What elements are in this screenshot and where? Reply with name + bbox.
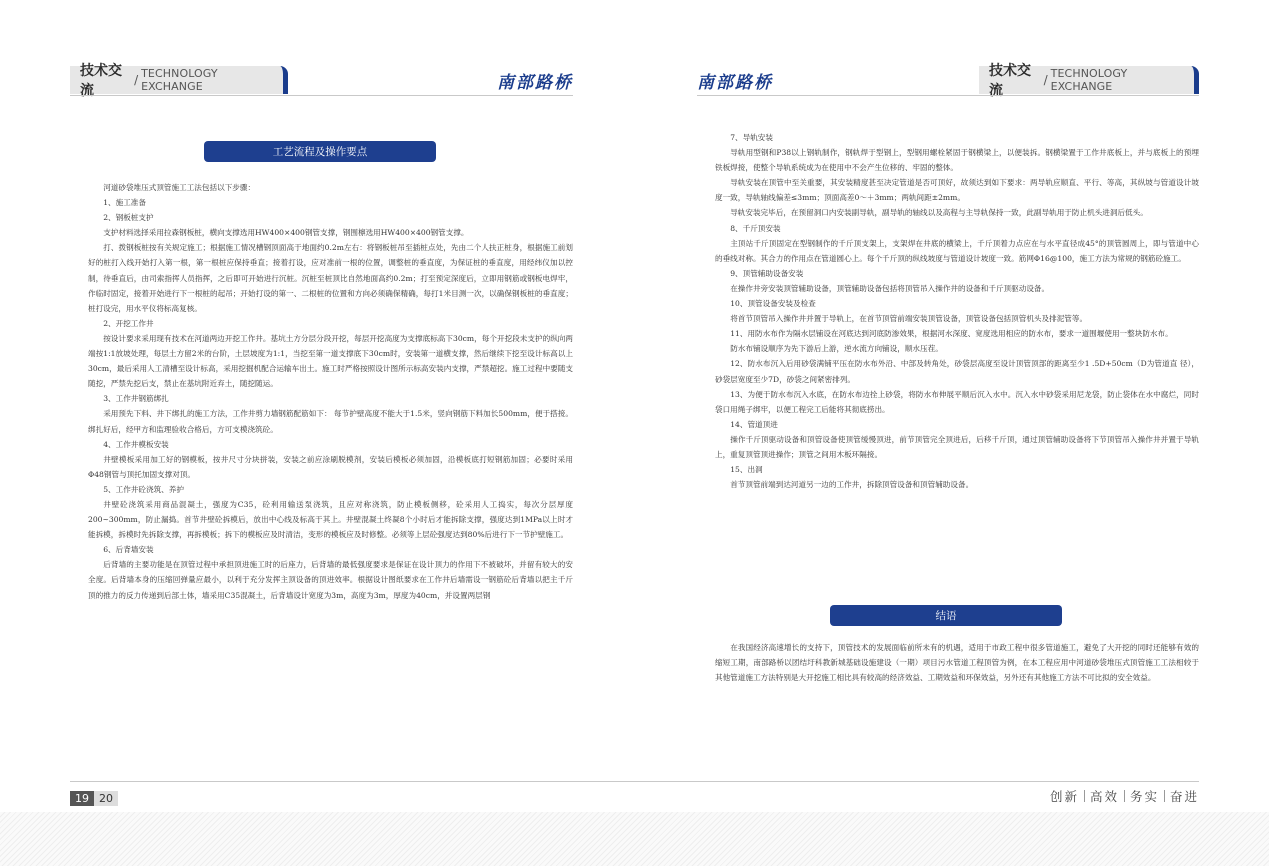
body-paragraph: 导轨安装完毕后，在预留洞口内安装副导轨，副导轨的轴线以及高程与主导轨保持一致，此副导轨用于防止机头进洞后低头。 [730, 208, 1148, 218]
section-tab-subtitle: TECHNOLOGY EXCHANGE [141, 67, 218, 93]
body-paragraph: 按设计要求采用现有技术在河道两边开挖工作井。基坑土方分层分段开挖，每层开挖高度为支撑底标高下30cm，每个开挖段未支护的纵向两端按1:1放坡处理，每层土方留2米的台阶，土层坡度为1:1，当挖至第一道支撑底下30cm时，安装第一道横支撑，然后继续下挖至设计标高以上30cm，最后采用人工清槽至设计标高，采用挖掘机配合运输车出土。施工时严格按照设计图所示标高安装内支撑，严禁超挖。施工过程中要随支随挖，严禁先挖后支，禁止在基坑附近弃土，随挖随运。 [88, 333, 573, 389]
body-paragraph: 将首节顶管吊入操作井并置于导轨上，在首节顶管前端安装顶管设备，顶管设备包括顶管机头及排泥管等。 [730, 314, 1088, 324]
body-paragraph: 4、工作井模板安装 [103, 439, 169, 449]
section-tab-subtitle: TECHNOLOGY EXCHANGE [1050, 67, 1128, 93]
slogan-divider [1124, 790, 1125, 802]
slogan-word: 创新 [1049, 789, 1079, 804]
body-paragraph: 导轨用型钢和P38以上钢轨制作，钢轨焊于型钢上，型钢用螺栓紧固于钢横梁上，以便装拆。钢横梁置于工作井底板上，并与底板上的预埋铁板焊接，使整个导轨系统成为在使用中不会产生位移的、牢固的整体。 [715, 148, 1199, 173]
section-tab [979, 63, 1199, 99]
slogan-divider [1164, 790, 1165, 802]
right-page [697, 0, 1199, 780]
left-body-text [88, 180, 573, 603]
section-tab-title: 技术交流 [80, 63, 122, 99]
footer-rule [70, 781, 1199, 782]
body-paragraph: 3、工作井钢筋绑扎 [103, 394, 169, 404]
conclusion-paragraph: 在我国经济高速增长的支持下，顶管技术的发展面临前所未有的机遇，适用于市政工程中很多管道施工，避免了大开挖的同时还能够有效的缩短工期，南部路桥以团结圩科教新城基础设施建设（一期）项目污水管道工程顶管为例，在本工程应用中河道砂袋堆压式顶管施工工法相较于其他管道施工方法特别是大开挖施工相比具有较高的经济效益、工期效益和环保效益，另外还有其他施工方法不可比拟的安全效益。 [715, 643, 1199, 683]
slogan-word: 高效 [1089, 789, 1119, 804]
body-paragraph: 1、施工准备 [103, 198, 146, 208]
body-paragraph: 井壁模板采用加工好的钢模板，按井尺寸分块拼装，安装之前应涂刷脱模剂，安装后模板必须加固，沿模板底打短钢筋加固；必要时采用Φ48钢管与顶托加固支撑对顶。 [88, 454, 573, 479]
section-tab-title: 技术交流 [989, 63, 1031, 99]
right-header [697, 63, 1199, 99]
body-paragraph: 导轨安装在顶管中至关重要，其安装精度甚至决定管道是否可顶好，故须达到如下要求：两导轨应顺直、平行、等高，其纵坡与管道设计坡度一致，导轨轴线偏差≤3mm；顶面高差0～＋3mm；两轨间距±2mm。 [715, 178, 1199, 203]
slogan-word: 奋进 [1169, 789, 1199, 804]
conclusion-heading: 结语 [830, 605, 1062, 626]
section-tab-separator: / [1043, 73, 1048, 87]
body-paragraph: 2、钢板桩支护 [103, 213, 154, 223]
body-paragraph: 防水布铺设顺序为先下游后上游，逆水流方向铺设，顺水压茬。 [730, 344, 943, 354]
header-rule [70, 95, 573, 96]
section-heading: 工艺流程及操作要点 [204, 141, 436, 162]
left-header [70, 63, 573, 99]
body-paragraph: 12、防水布沉入后用砂袋满铺平压在防水布外沿、中部及转角处，砂袋层高度至设计顶管顶部的距离至少1 .5D+50cm（D为管道直 径），砂袋层宽度至少7D，砂袋之间紧密排列。 [715, 359, 1199, 384]
section-tab-separator: / [134, 73, 139, 87]
brand-logo: 南部路桥 [497, 73, 573, 93]
page-numbers [70, 791, 118, 806]
bottom-texture [0, 812, 1269, 866]
body-paragraph: 15、出洞 [730, 465, 763, 475]
conclusion-text [715, 640, 1199, 685]
body-paragraph: 后背墙的主要功能是在顶管过程中承担顶进施工时的后座力，后背墙的最低强度要求是保证在设计顶力的作用下不被破坏，并留有较大的安全度。后背墙本身的压缩回弹量应最小，以利于充分发挥主顶设备的顶进效率。根据设计图纸要求在工作井后墙需设一钢筋砼后背墙以把主千斤顶的推力的反力传递到后部土体，墙采用C35混凝土，后背墙设计宽度为3m，高度为3m，厚度为40cm，并设置两层钢 [88, 560, 573, 600]
body-paragraph: 在操作井旁安装顶管辅助设备，顶管辅助设备包括将顶管吊入操作井的设备和千斤顶驱动设备。 [730, 283, 1050, 293]
page-number-right: 20 [94, 791, 118, 806]
slogan-divider [1084, 790, 1085, 802]
body-paragraph: 6、后背墙安装 [103, 545, 154, 555]
body-paragraph: 首节顶管前端到达河道另一边的工作井，拆除顶管设备和顶管辅助设备。 [730, 480, 974, 490]
brand-logo: 南部路桥 [697, 73, 773, 93]
body-paragraph: 主顶站千斤顶固定在型钢制作的千斤顶支架上，支架焊在井底的横梁上，千斤顶着力点应在与水平直径成45°的顶管圆周上，即与管道中心的垂线对称。其合力的作用点在管道圆心上。每个千斤顶的纵线坡度与管道设计坡度一致。筋网Φ16@100，施工方法为常规的钢筋砼施工。 [715, 238, 1199, 263]
page-number-left: 19 [70, 791, 94, 806]
left-page [70, 0, 573, 780]
body-paragraph: 9、顶管辅助设备安装 [730, 268, 804, 278]
body-paragraph: 10、顶管设备安装及检查 [730, 299, 816, 309]
slogan-word: 务实 [1129, 789, 1159, 804]
body-paragraph: 11、用防水布作为隔水层铺设在河底达到河底防渗效果，根据河水深度、宽度选用相应的防水布，要求一道围堰使用一整块防水布。 [730, 329, 1173, 339]
body-paragraph: 河道砂袋堆压式顶管施工工法包括以下步骤： [103, 183, 256, 192]
footer-slogan [1050, 787, 1199, 805]
right-body-text [715, 130, 1199, 492]
body-paragraph: 操作千斤顶驱动设备和顶管设备使顶管缓慢顶进，前节顶管完全顶进后，后移千斤顶，通过顶管辅助设备将下节顶管吊入操作井并置于导轨上，重复顶管顶进操作；顶管之间用木板环隔接。 [715, 434, 1199, 459]
section-tab [70, 63, 288, 99]
header-rule [697, 95, 1199, 96]
body-paragraph: 井壁砼浇筑采用商品混凝土，强度为C35，砼利用输送泵浇筑，且应对称浇筑，防止模板侧移，砼采用人工捣实，每次分层厚度200~300mm，防止漏捣。首节井壁砼拆模后，放出中心线及标高于其上。井壁混凝土终凝8个小时后才能拆除支撑，强度达到1MPa以上时才能拆模，拆模时先拆除支撑，再拆模板；拆下的模板应及时清洁，变形的模板应及时修整。必须等上层砼强度达到80%后进行下一节护壁施工。 [88, 499, 573, 540]
body-paragraph: 8、千斤顶安装 [730, 223, 781, 233]
body-paragraph: 2、开挖工作井 [103, 318, 154, 328]
body-paragraph: 7、导轨安装 [730, 133, 773, 142]
body-paragraph: 打、拨钢板桩按有关规定施工；根据施工情况槽钢顶面高于地面约0.2m左右：将钢板桩吊至插桩点处，先由二个人扶正桩身，根据施工前划好的桩打入线开始打入第一根，第一根桩应保持垂直；接着打设，应对准前一根的位置，调整桩的垂直度，为保证桩的垂直度，用经纬仪加以控制，待垂直后，由司索指挥人员指挥，之后即可开始进行沉桩。沉桩至桩顶比自然地面高约0.2m；打至预定深度后，立即用钢筋或钢板电焊牢，作临时固定，接着开始进行下一根桩的起吊；开始打设的第一、二根桩的位置和方向必须确保精确，每打1米目测一次，以确保钢板桩的垂直度；桩打设完，用水平仪将标高复核。 [88, 243, 573, 313]
body-paragraph: 支护材料选择采用拉森钢板桩，横向支撑选用HW400×400钢管支撑，钢围檩选用HW400×400钢管支撑。 [103, 228, 469, 238]
body-paragraph: 采用预先下料、井下绑扎的施工方法，工作井剪力墙钢筋配筋如下： 每节护壁高度不能大于1.5米，竖向钢筋下料加长500mm，便于搭接。绑扎好后，经甲方和监理验收合格后，方可支模浇筑砼。 [88, 409, 573, 434]
body-paragraph: 14、管道顶进 [730, 419, 778, 429]
body-paragraph: 13、为便于防水布沉入水底，在防水布边拴上砂袋，将防水布伸展平顺后沉入水中。沉入水中砂袋采用尼龙袋，防止袋体在水中腐烂，同时袋口用绳子绑牢，以便工程完工后能将其彻底捞出。 [715, 389, 1199, 414]
body-paragraph: 5、工作井砼浇筑、养护 [103, 484, 184, 494]
